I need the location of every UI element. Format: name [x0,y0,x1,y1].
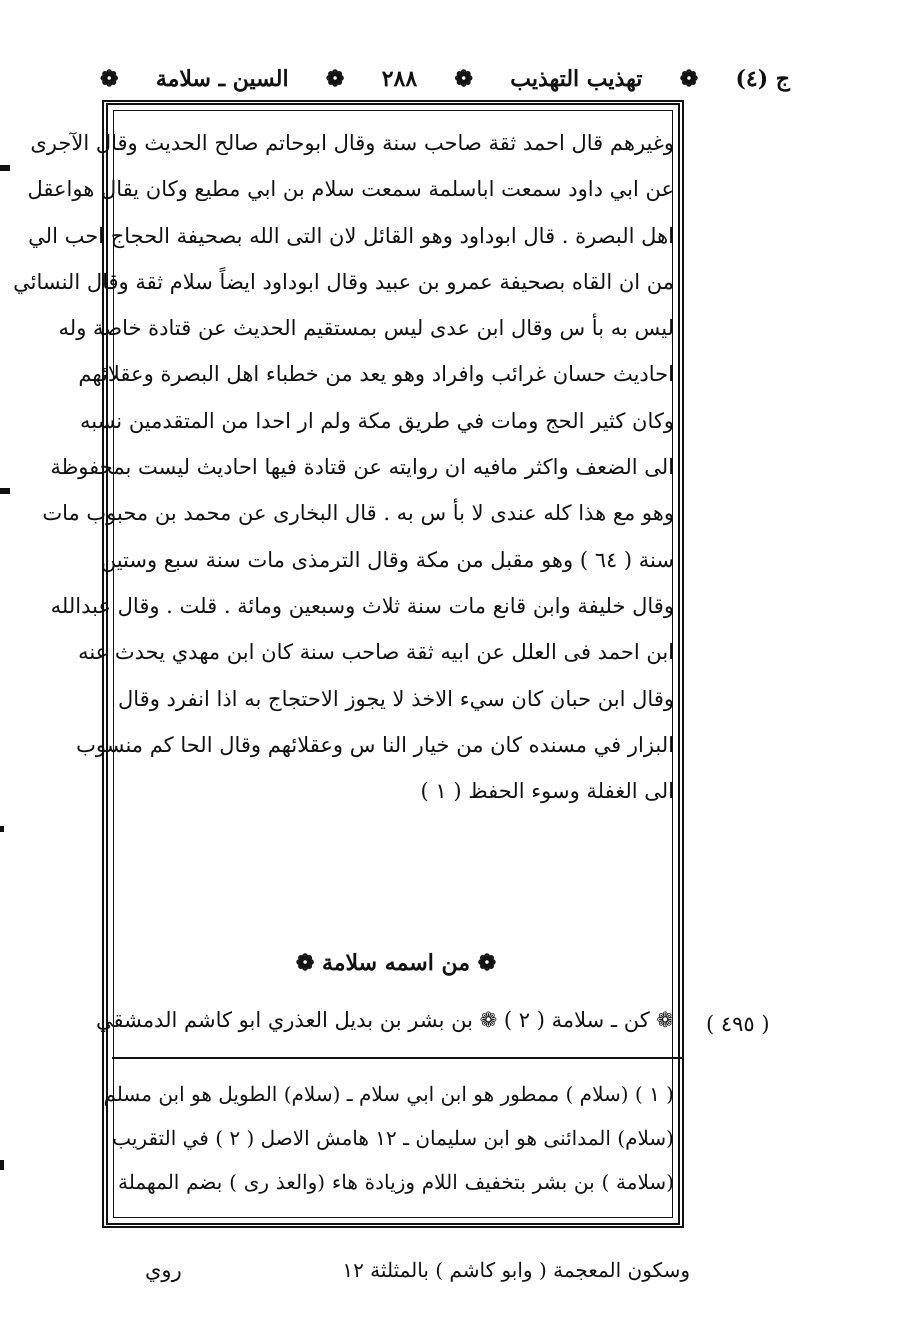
entry-heading [95,1008,674,1032]
text-line: الى الضعف واكثر مافيه ان روايته عن قتادة فيها احاديث ليست بمحفوظة [50,455,674,480]
text-line: البزار في مسنده كان من خيار النا س وعقلائهم وقال الحا كم منسوب [76,732,674,757]
ornament-icon: ❁ [325,66,345,92]
ornament-icon: ❁ [470,950,497,976]
text-line: من ان القاه بصحيفة عمرو بن عبيد وقال ابوداود ايضاً سلام ثقة وقال النسائي [13,269,674,294]
catchword: روي [145,1258,182,1282]
book-title: تهذيب التهذيب [510,66,643,92]
text-line: وغيرهم قال احمد ثقة صاحب سنة وقال ابوحاتم صالح الحديث وقال الآجرى [30,131,674,155]
text-line: وقال خليفة وابن قانع مات سنة ثلاث وسبعين ومائة . قلت . وقال عبدالله [50,593,674,618]
section-label: السين ـ سلامة [155,66,289,92]
text-line: ابن احمد فى العلل عن ابيه ثقة صاحب سنة كان ابن مهدي يحدث عنه [78,640,674,665]
margin-mark [0,826,4,832]
text-line: سنة ( ٦٤ ) وهو مقبل من مكة وقال الترمذى مات سنة سبع وستين [100,547,674,572]
ornament-icon: ❁ [454,66,473,92]
ornament-icon: ❁ [679,66,699,92]
text-line: وكان كثير الحج ومات في طريق مكة ولم ار احدا من المتقدمين نسبه [79,408,674,433]
text-line: اهل البصرة . قال ابوداود وهو القائل لان التى الله بصحيفة الحجاج احب الي [28,223,674,248]
margin-mark [0,165,10,171]
margin-mark [0,1160,4,1170]
page-number: ٢٨٨ [381,66,418,92]
text-line: الى الغفلة وسوء الحفظ ( ١ ) [420,779,674,804]
main-text [13,120,674,814]
entry-heading-text: كن ـ سلامة ( ٢ ) ❁ بن بشر بن بديل العذري ابو كاشم الدمشقي [95,1008,650,1032]
footnote-line: ( ١ ) (سلام ) ممطور هو ابن ابي سلام ـ (سلام) الطويل هو ابن مسلم [103,1082,674,1106]
text-line: عن ابي داود سمعت اباسلمة سمعت سلام بن ابي مطيع وكان يقال هواعقل [27,177,674,202]
section-heading [118,950,674,976]
margin-mark [0,488,10,494]
ornament-icon: ❁ [100,66,119,92]
volume-label: ج (٤) [735,66,790,92]
ornament-icon: ❁ [295,950,322,976]
footnote-divider [112,1057,684,1059]
text-line: احاديث حسان غرائب وافراد وهو يعد من خطباء اهل البصرة وعقلائهم [78,362,674,387]
footnote-continuation: وسكون المعجمة ( وابو كاشم ) بالمثلثة ١٢ [342,1258,690,1282]
text-line: ليس به بأ س وقال ابن عدى ليس بمستقيم الحديث عن قتادة خاصة وله [58,316,674,341]
footnote-line: (سلامة ) بن بشر بتخفيف اللام وزيادة هاء (والعذ رى ) بضم المهملة [118,1170,674,1194]
running-header [100,62,790,96]
section-heading-text: من اسمه سلامة [321,950,471,976]
ornament-icon: ❁ [649,1008,674,1032]
footnotes [103,1072,674,1204]
text-line: وهو مع هذا كله عندى لا بأ س به . قال البخارى عن محمد بن محبوب مات [42,501,674,526]
text-line: وقال ابن حبان كان سيء الاخذ لا يجوز الاحتجاج به اذا انفرد وقال [118,686,674,711]
entry-number: ( ٤٩٥ ) [706,1012,770,1036]
footnote-line: (سلام) المدائنى هو ابن سليمان ـ ١٢ هامش الاصل ( ٢ ) في التقريب [112,1126,674,1150]
